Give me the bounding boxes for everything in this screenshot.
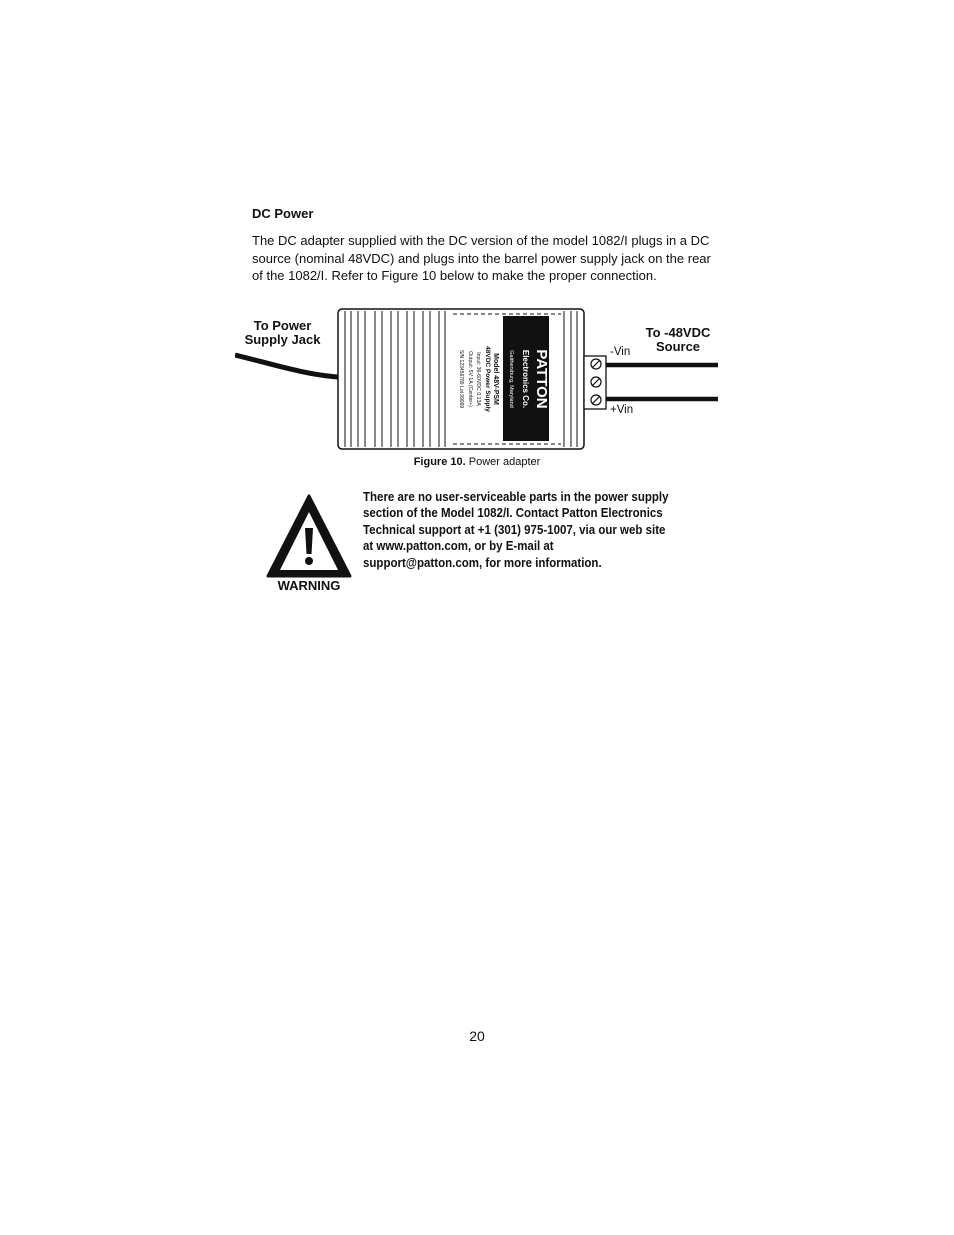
cable-power-jack [235, 355, 339, 377]
section-heading: DC Power [252, 206, 314, 221]
warning-icon [264, 492, 354, 580]
warning-text: There are no user-serviceable parts in the power supply section of the Model 1082/I. Contact Patton Electronics Technical support at +1 (301) 975-1007, via our web site at www.patton.com, or by E-mail at support@patton.com, for more information. [363, 490, 669, 570]
brand-logo: PATTON [533, 349, 550, 409]
label-vin-plus: +Vin [610, 404, 634, 416]
intro-paragraph: The DC adapter supplied with the DC version of the model 1082/I plugs in a DC source (nominal 48VDC) and plugs into the barrel power supply jack on the rear of the 1082/I. Refer to Figure 10 below to make the proper connection. [252, 233, 711, 283]
caption-text: Power adapter [468, 456, 541, 468]
label-power-jack: To Power Supply Jack [244, 318, 321, 347]
input-spec: Input: 36-60VDC 0.13A [475, 352, 481, 406]
label-48vdc-source: To -48VDC Source [645, 325, 711, 354]
terminal-screws [591, 359, 601, 405]
brand-location: Gaithersburg, Maryland [508, 350, 514, 408]
label-vin-minus: -Vin [610, 346, 631, 358]
brand-company: Electronics Co. [521, 349, 530, 409]
figure-caption [0, 456, 954, 468]
product-text: 48VDC Power Supply [484, 346, 491, 412]
caption-number: Figure 10. [413, 456, 466, 468]
power-adapter-figure [235, 300, 725, 465]
model-text: Model 48V-PSM [492, 353, 499, 405]
warning-label: WARNING [277, 578, 341, 593]
output-spec: Output: 5V 1A (Center+) [467, 351, 473, 407]
page-number: 20 [469, 1028, 485, 1044]
serial-text: S/N 123456789 Lot 99999 [458, 349, 464, 409]
